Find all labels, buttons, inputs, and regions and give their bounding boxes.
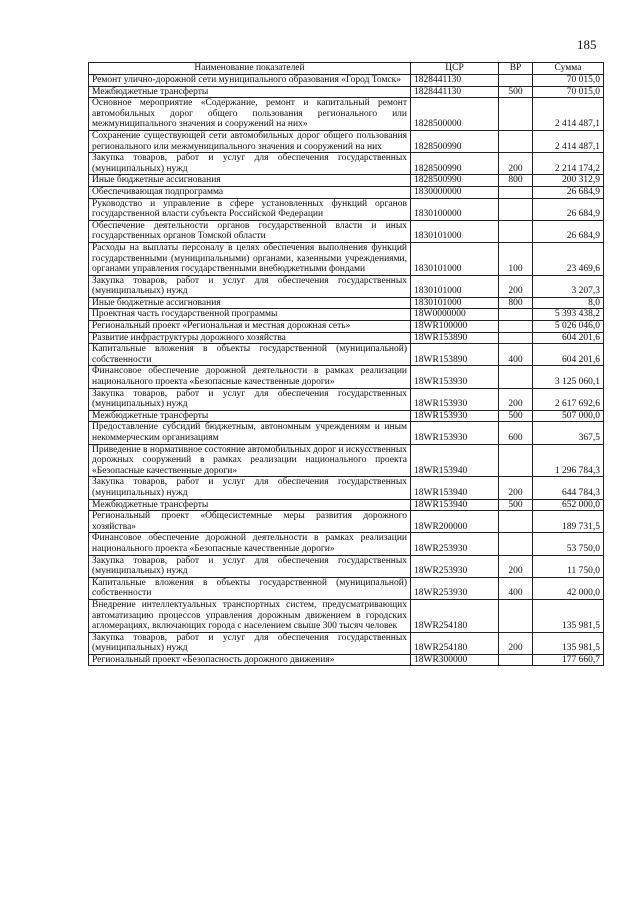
row-vr xyxy=(499,599,533,632)
table-row xyxy=(89,388,604,410)
row-vr: 800 xyxy=(499,297,533,309)
row-csr: 1830101000 xyxy=(411,242,499,275)
row-csr: 1830100000 xyxy=(411,198,499,220)
budget-table xyxy=(88,62,604,666)
header-sum: Сумма xyxy=(533,63,604,75)
row-vr xyxy=(499,98,533,131)
table-row xyxy=(89,297,604,309)
row-sum: 644 784,3 xyxy=(533,477,604,499)
row-name: Внедрение интеллектуальных транспортных систем, предусматривающих автоматизацию процессов управления дорожным движением в городских агломерациях, включающих города с населением свыше 300 тысяч человек xyxy=(89,599,411,632)
table-row xyxy=(89,130,604,152)
row-vr xyxy=(499,198,533,220)
row-vr xyxy=(499,366,533,388)
row-csr: 1828500990 xyxy=(411,153,499,175)
table-row xyxy=(89,309,604,321)
row-name: Сохранение существующей сети автомобильных дорог общего пользования регионального или межмуниципального значения и сооружений на них xyxy=(89,130,411,152)
table-row xyxy=(89,632,604,654)
table-row xyxy=(89,366,604,388)
row-sum: 507 000,0 xyxy=(533,410,604,422)
row-vr: 200 xyxy=(499,632,533,654)
table-row xyxy=(89,86,604,98)
row-name: Иные бюджетные ассигнования xyxy=(89,175,411,187)
row-name: Проектная часть государственной программы xyxy=(89,309,411,321)
row-csr: 18WR153940 xyxy=(411,499,499,511)
row-sum: 189 731,5 xyxy=(533,511,604,533)
row-csr: 1830101000 xyxy=(411,297,499,309)
table-row xyxy=(89,499,604,511)
row-vr xyxy=(499,220,533,242)
row-name: Межбюджетные трансферты xyxy=(89,410,411,422)
row-name: Региональный проект «Региональная и местная дорожная сеть» xyxy=(89,321,411,333)
row-sum: 3 125 060,1 xyxy=(533,366,604,388)
row-name: Закупка товаров, работ и услуг для обеспечения государственных (муниципальных) нужд xyxy=(89,555,411,577)
row-csr: 1828441130 xyxy=(411,75,499,87)
row-vr: 200 xyxy=(499,388,533,410)
row-name: Капитальные вложения в объекты государственной (муниципальной) собственности xyxy=(89,344,411,366)
row-sum: 604 201,6 xyxy=(533,344,604,366)
row-csr: 18WR153930 xyxy=(411,410,499,422)
row-csr: 1830000000 xyxy=(411,186,499,198)
row-sum: 135 981,5 xyxy=(533,632,604,654)
row-csr: 18WR253930 xyxy=(411,555,499,577)
row-sum: 53 750,0 xyxy=(533,533,604,555)
row-sum: 1 296 784,3 xyxy=(533,444,604,477)
row-vr: 200 xyxy=(499,275,533,297)
table-row xyxy=(89,344,604,366)
row-vr xyxy=(499,444,533,477)
row-sum: 2 617 692,6 xyxy=(533,388,604,410)
row-name: Региональный проект «Общесистемные меры развития дорожного хозяйства» xyxy=(89,511,411,533)
row-vr: 200 xyxy=(499,153,533,175)
row-vr xyxy=(499,130,533,152)
row-vr: 500 xyxy=(499,86,533,98)
row-sum: 23 469,6 xyxy=(533,242,604,275)
row-name: Обеспечение деятельности органов государственной власти и иных государственных органов Томской области xyxy=(89,220,411,242)
row-csr: 1830101000 xyxy=(411,220,499,242)
row-sum: 2 414 487,1 xyxy=(533,130,604,152)
row-vr: 200 xyxy=(499,477,533,499)
row-csr: 1828500990 xyxy=(411,130,499,152)
row-sum: 26 684,9 xyxy=(533,220,604,242)
row-sum: 652 000,0 xyxy=(533,499,604,511)
row-name: Закупка товаров, работ и услуг для обеспечения государственных (муниципальных) нужд xyxy=(89,388,411,410)
table-row xyxy=(89,242,604,275)
row-name: Основное мероприятие «Содержание, ремонт и капитальный ремонт автомобильных дорог общего пользования регионального или межмуниципального значения и сооружений на них» xyxy=(89,98,411,131)
table-row xyxy=(89,186,604,198)
row-csr: 18WR100000 xyxy=(411,321,499,333)
row-csr: 1828500990 xyxy=(411,175,499,187)
row-sum: 2 214 174,2 xyxy=(533,153,604,175)
row-vr xyxy=(499,75,533,87)
table-row xyxy=(89,75,604,87)
table-row xyxy=(89,654,604,666)
row-vr: 800 xyxy=(499,175,533,187)
row-vr xyxy=(499,332,533,344)
table-row xyxy=(89,153,604,175)
row-name: Закупка товаров, работ и услуг для обеспечения государственных (муниципальных) нужд xyxy=(89,275,411,297)
table-header-row xyxy=(89,63,604,75)
row-name: Развитие инфраструктуры дорожного хозяйства xyxy=(89,332,411,344)
table-row xyxy=(89,577,604,599)
row-vr: 100 xyxy=(499,242,533,275)
row-sum: 135 981,5 xyxy=(533,599,604,632)
page-number: 185 xyxy=(577,37,597,52)
row-name: Закупка товаров, работ и услуг для обеспечения государственных (муниципальных) нужд xyxy=(89,153,411,175)
row-csr: 18WR253930 xyxy=(411,533,499,555)
row-vr xyxy=(499,654,533,666)
row-name: Обеспечивающая подпрограмма xyxy=(89,186,411,198)
header-name: Наименование показателей xyxy=(89,63,411,75)
row-vr: 400 xyxy=(499,344,533,366)
table-row xyxy=(89,599,604,632)
row-name: Закупка товаров, работ и услуг для обеспечения государственных (муниципальных) нужд xyxy=(89,632,411,654)
row-csr: 18W0000000 xyxy=(411,309,499,321)
table-row xyxy=(89,220,604,242)
row-name: Предоставление субсидий бюджетным, автономным учреждениям и иным некоммерческим организациям xyxy=(89,422,411,444)
row-name: Закупка товаров, работ и услуг для обеспечения государственных (муниципальных) нужд xyxy=(89,477,411,499)
row-csr: 18WR254180 xyxy=(411,632,499,654)
row-name: Расходы на выплаты персоналу в целях обеспечения выполнения функций государственными (муниципальными) органами, казенными учреждениями, органами управления государственными внебюджетными фондами xyxy=(89,242,411,275)
row-name: Региональный проект «Безопасность дорожного движения» xyxy=(89,654,411,666)
row-sum: 367,5 xyxy=(533,422,604,444)
row-csr: 18WR153930 xyxy=(411,366,499,388)
row-vr xyxy=(499,309,533,321)
table-row xyxy=(89,410,604,422)
row-name: Иные бюджетные ассигнования xyxy=(89,297,411,309)
table-row xyxy=(89,332,604,344)
table-row xyxy=(89,175,604,187)
row-csr: 18WR254180 xyxy=(411,599,499,632)
row-vr: 200 xyxy=(499,555,533,577)
row-sum: 26 684,9 xyxy=(533,198,604,220)
row-sum: 70 015,0 xyxy=(533,75,604,87)
row-csr: 18WR153940 xyxy=(411,477,499,499)
table-body xyxy=(89,75,604,666)
table-row xyxy=(89,321,604,333)
row-vr xyxy=(499,321,533,333)
row-sum: 5 393 438,2 xyxy=(533,309,604,321)
row-csr: 18WR200000 xyxy=(411,511,499,533)
row-sum: 5 026 046,0 xyxy=(533,321,604,333)
row-vr xyxy=(499,511,533,533)
row-sum: 2 414 487,1 xyxy=(533,98,604,131)
row-sum: 42 000,0 xyxy=(533,577,604,599)
row-name: Ремонт улично-дорожной сети муниципального образования «Город Томск» xyxy=(89,75,411,87)
row-vr xyxy=(499,186,533,198)
row-sum: 26 684,9 xyxy=(533,186,604,198)
row-csr: 18WR300000 xyxy=(411,654,499,666)
row-csr: 18WR153930 xyxy=(411,422,499,444)
row-csr: 18WR153890 xyxy=(411,344,499,366)
row-csr: 1828441130 xyxy=(411,86,499,98)
row-csr: 1830101000 xyxy=(411,275,499,297)
row-sum: 200 312,9 xyxy=(533,175,604,187)
table-row xyxy=(89,98,604,131)
row-name: Финансовое обеспечение дорожной деятельности в рамках реализации национального проекта «Безопасные качественные дороги» xyxy=(89,533,411,555)
row-sum: 8,0 xyxy=(533,297,604,309)
row-vr: 600 xyxy=(499,422,533,444)
row-csr: 18WR153940 xyxy=(411,444,499,477)
table-row xyxy=(89,198,604,220)
row-vr xyxy=(499,533,533,555)
row-vr: 500 xyxy=(499,410,533,422)
row-csr: 18WR153890 xyxy=(411,332,499,344)
row-name: Руководство и управление в сфере установленных функций органов государственной власти субъекта Российской Федерации xyxy=(89,198,411,220)
row-name: Финансовое обеспечение дорожной деятельности в рамках реализации национального проекта «Безопасные качественные дороги» xyxy=(89,366,411,388)
row-csr: 1828500000 xyxy=(411,98,499,131)
row-vr: 400 xyxy=(499,577,533,599)
table-row xyxy=(89,533,604,555)
table-row xyxy=(89,555,604,577)
row-vr: 500 xyxy=(499,499,533,511)
row-sum: 3 207,3 xyxy=(533,275,604,297)
table-row xyxy=(89,275,604,297)
row-name: Приведение в нормативное состояние автомобильных дорог и искусственных дорожных сооружений в рамках реализации национального проекта «Безопасные качественные дороги» xyxy=(89,444,411,477)
row-csr: 18WR153930 xyxy=(411,388,499,410)
row-name: Межбюджетные трансферты xyxy=(89,499,411,511)
row-sum: 604 201,6 xyxy=(533,332,604,344)
table-row xyxy=(89,511,604,533)
row-sum: 70 015,0 xyxy=(533,86,604,98)
header-vr: ВР xyxy=(499,63,533,75)
table-row xyxy=(89,422,604,444)
table-row xyxy=(89,477,604,499)
table-row xyxy=(89,444,604,477)
row-csr: 18WR253930 xyxy=(411,577,499,599)
header-csr: ЦСР xyxy=(411,63,499,75)
row-name: Капитальные вложения в объекты государственной (муниципальной) собственности xyxy=(89,577,411,599)
row-sum: 177 660,7 xyxy=(533,654,604,666)
row-sum: 11 750,0 xyxy=(533,555,604,577)
row-name: Межбюджетные трансферты xyxy=(89,86,411,98)
